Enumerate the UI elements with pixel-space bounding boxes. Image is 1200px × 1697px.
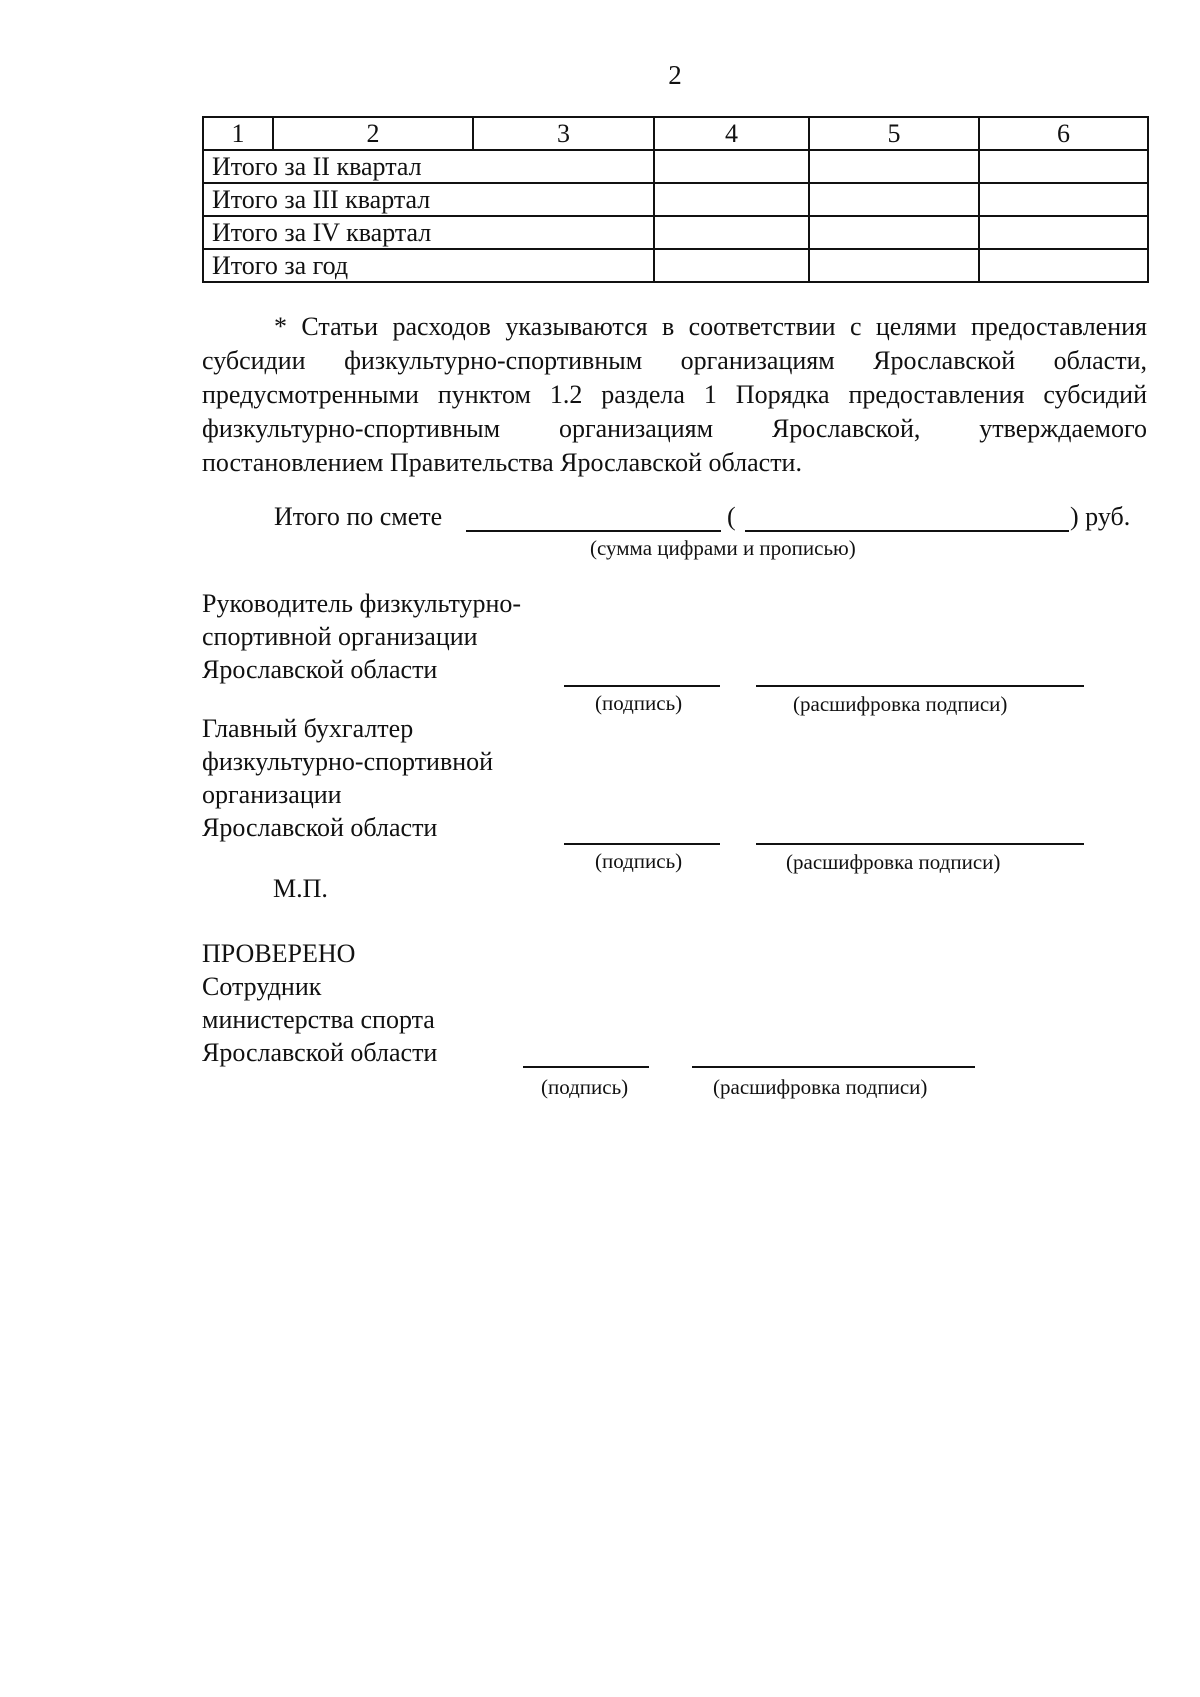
- budget-totals-table: [202, 116, 1149, 283]
- table-header-cell: 6: [979, 117, 1148, 150]
- stamp-place: М.П.: [273, 874, 328, 903]
- table-header-cell: 1: [203, 117, 273, 150]
- table-cell: [979, 150, 1148, 183]
- head-title-line: спортивной организации: [202, 622, 478, 651]
- accountant-title-line: Главный бухгалтер: [202, 714, 414, 743]
- checked-decode-line: [692, 1066, 975, 1068]
- row-label: Итого за II квартал: [203, 150, 654, 183]
- checked-decode-caption: (расшифровка подписи): [713, 1075, 928, 1099]
- head-decode-caption: (расшифровка подписи): [793, 692, 1008, 716]
- table-cell: [809, 183, 979, 216]
- table-header-cell: 2: [273, 117, 473, 150]
- row-label: Итого за IV квартал: [203, 216, 654, 249]
- head-decode-line: [756, 685, 1084, 687]
- table-header-cell: 4: [654, 117, 809, 150]
- checked-line: Ярославской области: [202, 1038, 438, 1067]
- table-cell: [654, 249, 809, 282]
- table-cell: [979, 183, 1148, 216]
- total-rub-suffix: ) руб.: [1070, 502, 1131, 531]
- checked-title: ПРОВЕРЕНО: [202, 939, 356, 968]
- total-label: Итого по смете: [274, 502, 443, 531]
- table-header-row: [203, 117, 1148, 150]
- accountant-decode-caption: (расшифровка подписи): [786, 850, 1001, 874]
- table-cell: [809, 150, 979, 183]
- table-cell: [654, 216, 809, 249]
- total-caption: (сумма цифрами и прописью): [590, 536, 856, 560]
- accountant-signature-line: [564, 843, 720, 845]
- head-signature-caption: (подпись): [595, 691, 683, 715]
- accountant-title-line: физкультурно-спортивной: [202, 747, 494, 776]
- table-row: [203, 150, 1148, 183]
- footnote: [202, 310, 1147, 480]
- row-label: Итого за год: [203, 249, 654, 282]
- checked-signature-line: [523, 1066, 649, 1068]
- table-cell: [809, 249, 979, 282]
- table-header-cell: 3: [473, 117, 654, 150]
- accountant-decode-line: [756, 843, 1084, 845]
- table-header-cell: 5: [809, 117, 979, 150]
- table-cell: [809, 216, 979, 249]
- footnote-text: * Статьи расходов указываются в соответствии с целями предоставления субсидии физкультурно-спортивным организациям Ярославской области, предусмотренными пунктом 1.2 раздела 1 Порядка предоставления субсидий физкультурно-спортивным организациям Ярославской, утверждаемого постановлением Правительства Ярославской области.: [202, 312, 1147, 477]
- checked-line: министерства спорта: [202, 1005, 435, 1034]
- table-row: [203, 249, 1148, 282]
- table-cell: [654, 150, 809, 183]
- head-title-line: Руководитель физкультурно-: [202, 589, 522, 618]
- total-digits-line: [466, 530, 721, 532]
- total-open-paren: (: [727, 502, 736, 531]
- page-number: 2: [668, 60, 682, 90]
- table-row: [203, 183, 1148, 216]
- row-label: Итого за III квартал: [203, 183, 654, 216]
- checked-signature-caption: (подпись): [541, 1075, 629, 1099]
- table-cell: [654, 183, 809, 216]
- total-words-line: [745, 530, 1069, 532]
- table-cell: [979, 249, 1148, 282]
- checked-line: Сотрудник: [202, 972, 322, 1001]
- accountant-signature-caption: (подпись): [595, 849, 683, 873]
- table-cell: [979, 216, 1148, 249]
- table-row: [203, 216, 1148, 249]
- head-signature-line: [564, 685, 720, 687]
- accountant-title-line: организации: [202, 780, 342, 809]
- accountant-title-line: Ярославской области: [202, 813, 438, 842]
- head-title-line: Ярославской области: [202, 655, 438, 684]
